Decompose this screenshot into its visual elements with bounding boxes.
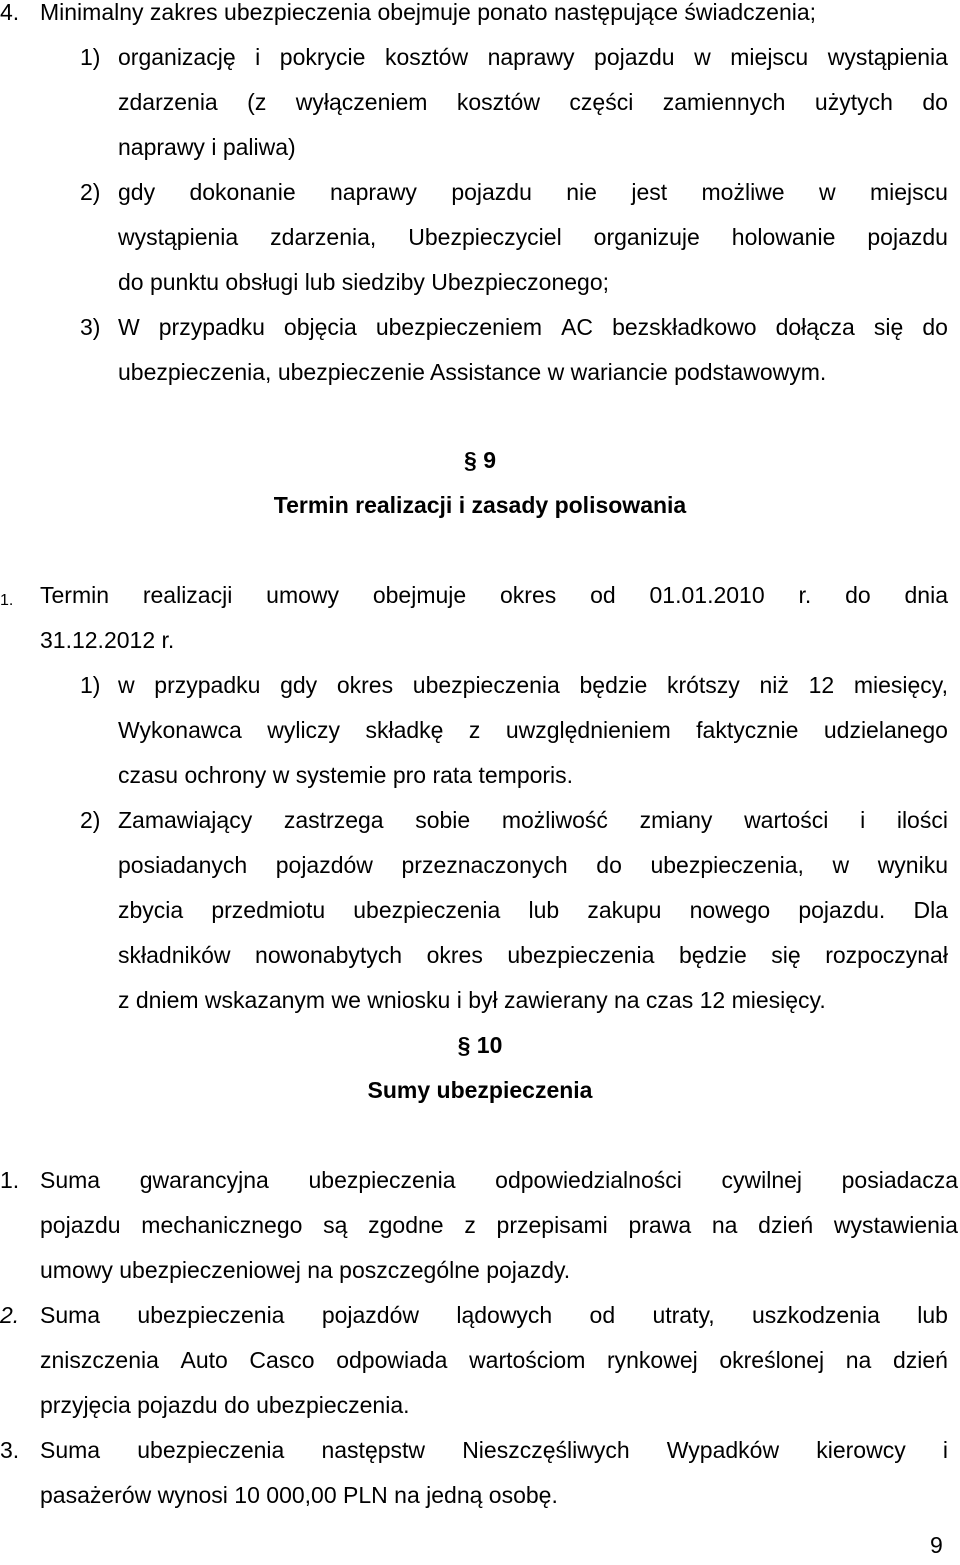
word: części	[569, 89, 634, 115]
word: pojazdu	[594, 44, 675, 70]
word: posiadacza	[841, 1167, 958, 1193]
word: będzie	[579, 672, 648, 698]
word: nie	[566, 179, 597, 205]
word: Zamawiający	[118, 807, 253, 833]
paragraph-sign: §	[457, 1032, 471, 1058]
point-line	[40, 573, 948, 618]
word: możliwość	[501, 807, 608, 833]
word: Nieszczęśliwych	[462, 1437, 630, 1463]
word: następstw	[321, 1437, 426, 1463]
word: miesięcy,	[853, 672, 948, 698]
word: ubezpieczenia	[137, 1302, 285, 1328]
word: ubezpieczenia	[353, 897, 501, 923]
word: kosztów	[384, 44, 469, 70]
point-line	[40, 1203, 958, 1248]
word: określonej	[719, 1347, 825, 1373]
word: wyniku	[877, 852, 948, 878]
word: Ubezpieczyciel	[408, 224, 562, 250]
word: w	[818, 179, 836, 205]
section-intro: Minimalny zakres ubezpieczenia obejmuje ponato następujące świadczenia;	[40, 0, 817, 25]
word: krótszy	[666, 672, 740, 698]
list-item-line: z dniem wskazanym we wniosku i był zawierany na czas 12 miesięcy.	[118, 987, 826, 1013]
word: objęcia	[283, 314, 357, 340]
word: ubezpieczenia,	[650, 852, 804, 878]
word: dzień	[758, 1212, 814, 1238]
word: miejscu	[730, 44, 809, 70]
word: do	[596, 852, 622, 878]
list-item-line	[118, 663, 948, 708]
word: holowanie	[731, 224, 836, 250]
word: niż	[759, 672, 789, 698]
word: dnia	[904, 582, 948, 608]
word: wystawienia	[833, 1212, 958, 1238]
word: przypadku	[158, 314, 265, 340]
word: naprawy	[487, 44, 575, 70]
word: mechanicznego	[141, 1212, 303, 1238]
word: 12	[808, 672, 835, 698]
word: gdy	[118, 179, 156, 205]
word: będzie	[678, 942, 747, 968]
word: pojazdu	[40, 1212, 121, 1238]
word: i	[255, 44, 261, 70]
list-item-line: naprawy i paliwa)	[118, 134, 296, 160]
word: ubezpieczenia	[412, 672, 560, 698]
word: zdarzenia,	[270, 224, 377, 250]
justified-line	[118, 933, 948, 978]
word: uszkodzenia	[752, 1302, 880, 1328]
word: obejmuje	[372, 582, 467, 608]
word: miejscu	[869, 179, 948, 205]
list-item-line	[118, 798, 948, 843]
word: zastrzega	[283, 807, 384, 833]
list-item-number: 2)	[80, 179, 101, 205]
word: lub	[917, 1302, 948, 1328]
paragraph-number: 10	[476, 1032, 503, 1058]
word: do	[845, 582, 871, 608]
list-item-line: do punktu obsługi lub siedziby Ubezpieczonego;	[118, 269, 609, 295]
word: utraty,	[652, 1302, 715, 1328]
section-number: 4.	[0, 0, 20, 25]
justified-line	[118, 35, 948, 80]
paragraph-title: Sumy ubezpieczenia	[367, 1077, 593, 1103]
justified-line	[40, 1338, 948, 1383]
list-item-line	[118, 708, 948, 753]
word: r.	[798, 582, 812, 608]
word: w	[694, 44, 711, 70]
word: ilości	[896, 807, 948, 833]
word: ubezpieczeniem	[375, 314, 543, 340]
justified-line	[118, 170, 948, 215]
word: uwzględnieniem	[505, 717, 671, 743]
justified-line	[40, 1293, 948, 1338]
word: wyłączeniem	[295, 89, 428, 115]
word: lądowych	[456, 1302, 553, 1328]
word: Casco	[249, 1347, 315, 1373]
word: pojazdu	[867, 224, 948, 250]
word: się	[873, 314, 904, 340]
justified-line	[118, 305, 948, 350]
word: rozpoczynał	[825, 942, 948, 968]
paragraph-title: Termin realizacji i zasady polisowania	[273, 492, 687, 518]
word: naprawy	[330, 179, 417, 205]
point-line	[40, 1338, 948, 1383]
word: pojazdu.	[798, 897, 886, 923]
word: przedmiotu	[211, 897, 326, 923]
word: na	[845, 1347, 872, 1373]
justified-line	[118, 888, 948, 933]
word: udzielanego	[823, 717, 948, 743]
list-item-line	[118, 35, 948, 80]
word: zakupu	[587, 897, 662, 923]
word: rynkowej	[606, 1347, 698, 1373]
word: ubezpieczenia	[507, 942, 655, 968]
word: Suma	[40, 1437, 101, 1463]
word: się	[771, 942, 801, 968]
word: odpowiedzialności	[495, 1167, 682, 1193]
justified-line	[40, 1158, 958, 1203]
word: organizację	[118, 44, 236, 70]
paragraph-heading	[0, 438, 960, 483]
word: zbycia	[118, 897, 184, 923]
word: posiadanych	[118, 852, 248, 878]
justified-line	[40, 573, 948, 618]
word: pojazdu	[451, 179, 532, 205]
word: nowego	[689, 897, 771, 923]
word: 01.01.2010	[649, 582, 765, 608]
point-line	[40, 1293, 948, 1338]
list-item-line	[118, 170, 948, 215]
point-line: 31.12.2012 r.	[40, 627, 175, 653]
word: bezskładkowo	[612, 314, 757, 340]
list-item-line	[118, 80, 948, 125]
word: (z	[247, 89, 267, 115]
word: Wypadków	[666, 1437, 780, 1463]
point-line	[40, 1158, 958, 1203]
word: wartości	[744, 807, 829, 833]
point-line	[40, 1428, 948, 1473]
justified-line	[40, 1203, 958, 1248]
word: gwarancyjna	[139, 1167, 269, 1193]
word: pokrycie	[279, 44, 366, 70]
word: przypadku	[154, 672, 261, 698]
word: od	[590, 582, 616, 608]
list-item-line	[118, 305, 948, 350]
word: Wykonawca	[118, 717, 242, 743]
word: wyliczy	[267, 717, 341, 743]
word: kosztów	[456, 89, 540, 115]
justified-line	[118, 798, 948, 843]
word: użytych	[814, 89, 893, 115]
word: zamiennych	[662, 89, 786, 115]
word: z	[464, 1212, 476, 1238]
list-item-line	[118, 888, 948, 933]
word: do	[922, 314, 948, 340]
word: sobie	[415, 807, 471, 833]
point-number: 2.	[0, 1302, 20, 1328]
word: Suma	[40, 1167, 101, 1193]
word: realizacji	[142, 582, 233, 608]
list-item-line: ubezpieczenia, ubezpieczenie Assistance w wariancie podstawowym.	[118, 359, 827, 385]
word: zniszczenia	[40, 1347, 159, 1373]
word: W	[118, 314, 140, 340]
justified-line	[118, 708, 948, 753]
word: jest	[631, 179, 668, 205]
word: ubezpieczenia	[308, 1167, 456, 1193]
list-item-line	[118, 843, 948, 888]
word: Termin	[40, 582, 110, 608]
word: składników	[118, 942, 231, 968]
list-item-line: czasu ochrony w systemie pro rata temporis.	[118, 762, 574, 788]
point-number: 1.	[0, 1167, 20, 1193]
list-item-number: 1)	[80, 672, 101, 698]
word: okres	[500, 582, 557, 608]
point-line: przyjęcia pojazdu do ubezpieczenia.	[40, 1392, 410, 1418]
word: pojazdów	[275, 852, 373, 878]
justified-line	[118, 215, 948, 260]
word: cywilnej	[721, 1167, 803, 1193]
word: zdarzenia	[118, 89, 218, 115]
word: w	[832, 852, 850, 878]
page-number: 9	[930, 1532, 943, 1558]
word: są	[323, 1212, 348, 1238]
word: dokonanie	[189, 179, 296, 205]
word: z	[468, 717, 481, 743]
word: od	[589, 1302, 616, 1328]
word: zmiany	[639, 807, 713, 833]
word: pojazdów	[321, 1302, 419, 1328]
word: dołącza	[775, 314, 855, 340]
word: dzień	[892, 1347, 948, 1373]
word: Auto	[180, 1347, 228, 1373]
paragraph-sign: §	[464, 447, 477, 473]
point-number: 3.	[0, 1437, 20, 1463]
word: organizuje	[593, 224, 700, 250]
word: na	[711, 1212, 738, 1238]
word: odpowiada	[336, 1347, 448, 1373]
list-item-number: 1)	[80, 44, 101, 70]
word: możliwe	[701, 179, 785, 205]
point-line: umowy ubezpieczeniowej na poszczególne pojazdy.	[40, 1257, 571, 1283]
list-item-line	[118, 933, 948, 978]
word: Dla	[913, 897, 948, 923]
word: wystąpienia	[118, 224, 239, 250]
word: faktycznie	[696, 717, 799, 743]
word: okres	[336, 672, 394, 698]
word: lub	[528, 897, 560, 923]
word: nowonabytych	[255, 942, 403, 968]
word: zgodne	[368, 1212, 444, 1238]
word: gdy	[280, 672, 318, 698]
word: okres	[426, 942, 483, 968]
word: składkę	[365, 717, 444, 743]
word: ubezpieczenia	[137, 1437, 285, 1463]
word: kierowcy	[816, 1437, 906, 1463]
point-line: pasażerów wynosi 10 000,00 PLN na jedną osobę.	[40, 1482, 558, 1508]
justified-line	[40, 1428, 948, 1473]
word: wystąpienia	[827, 44, 948, 70]
word: i	[942, 1437, 948, 1463]
justified-line	[118, 80, 948, 125]
word: i	[860, 807, 866, 833]
paragraph-heading	[0, 1023, 960, 1068]
list-item-number: 2)	[80, 807, 101, 833]
list-item-number: 3)	[80, 314, 101, 340]
word: AC	[561, 314, 594, 340]
word: Suma	[40, 1302, 101, 1328]
point-number: 1.	[0, 592, 14, 609]
word: umowy	[266, 582, 340, 608]
word: przeznaczonych	[401, 852, 568, 878]
paragraph-number: 9	[483, 447, 496, 473]
word: prawa	[628, 1212, 692, 1238]
word: do	[922, 89, 948, 115]
word: wartościom	[469, 1347, 586, 1373]
list-item-line	[118, 215, 948, 260]
justified-line	[118, 843, 948, 888]
word: w	[118, 672, 135, 698]
word: przepisami	[496, 1212, 608, 1238]
justified-line	[118, 663, 948, 708]
